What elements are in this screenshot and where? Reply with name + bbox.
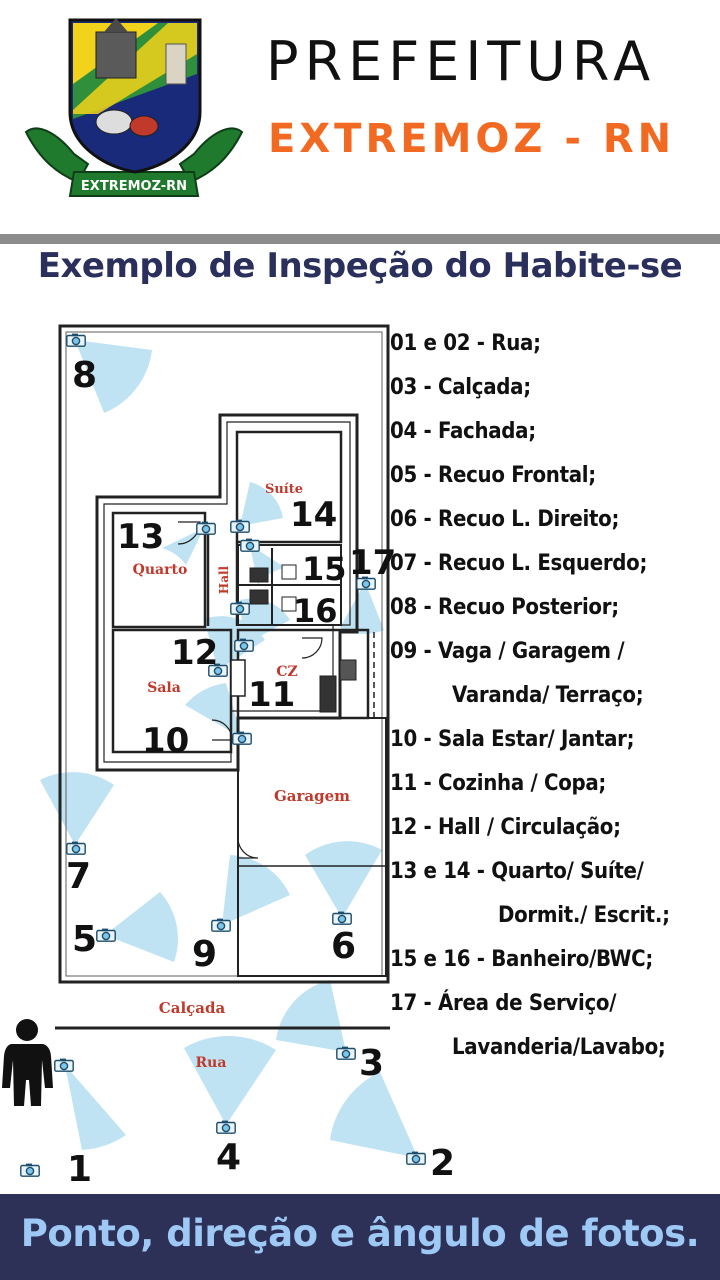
view-cone-2 (330, 1072, 418, 1158)
point-14: 14 (290, 495, 338, 535)
legend-item: 01 e 02 - Rua; (390, 331, 541, 356)
point-13: 13 (117, 517, 165, 557)
footer-caption: Ponto, direção e ângulo de fotos. (20, 1212, 700, 1255)
legend-item: 10 - Sala Estar/ Jantar; (390, 727, 635, 752)
view-cone-1 (65, 1065, 126, 1150)
camera-icon (212, 919, 230, 932)
person-icon (2, 1019, 53, 1106)
point-15: 15 (302, 550, 347, 588)
legend-item: 03 - Calçada; (390, 375, 531, 400)
room-label-garagem: Garagem (273, 787, 351, 805)
point-3: 3 (359, 1043, 385, 1084)
room-label-hall: Hall (217, 565, 231, 595)
view-cone-4 (184, 1036, 276, 1125)
legend-item: 06 - Recuo L. Direito; (390, 507, 620, 532)
view-cone-3 (276, 980, 346, 1052)
legend-item: 07 - Recuo L. Esquerdo; (390, 551, 648, 576)
camera-icon (233, 732, 251, 745)
point-4: 4 (216, 1137, 242, 1178)
crest-banner-text: EXTREMOZ-RN (80, 179, 188, 194)
legend-item: Lavanderia/Lavabo; (452, 1035, 666, 1060)
camera-icon (67, 334, 85, 347)
point-7: 7 (66, 856, 92, 897)
legend-item: 13 e 14 - Quarto/ Suíte/ (390, 859, 644, 884)
camera-icon (407, 1152, 425, 1165)
city-heading: EXTREMOZ - RN (268, 116, 676, 162)
legend-item: 12 - Hall / Circulação; (390, 815, 621, 840)
legend-item: 04 - Fachada; (390, 419, 536, 444)
view-cone-6 (305, 841, 382, 918)
prefeitura-heading: PREFEITURA (266, 30, 657, 93)
point-10: 10 (142, 721, 190, 761)
camera-icon (97, 929, 115, 942)
point-9: 9 (192, 934, 218, 975)
camera-icon (21, 1164, 39, 1177)
camera-icon (67, 842, 85, 855)
point-1: 1 (67, 1149, 93, 1190)
point-17: 17 (349, 543, 397, 583)
label-rua: Rua (195, 1055, 227, 1071)
point-12: 12 (171, 633, 219, 673)
header-divider (0, 234, 720, 244)
point-16: 16 (293, 592, 338, 630)
camera-icon (235, 639, 253, 652)
legend-item: 17 - Área de Serviço/ (390, 991, 617, 1016)
photo-points-legend (390, 322, 720, 1070)
point-2: 2 (430, 1143, 456, 1184)
camera-icon (197, 522, 215, 535)
label-calcada: Calçada (158, 999, 226, 1017)
point-8: 8 (72, 355, 98, 396)
legend-item: Varanda/ Terraço; (452, 683, 644, 708)
legend-item: 09 - Vaga / Garagem / (390, 639, 625, 664)
footer-banner (0, 1194, 720, 1280)
point-6: 6 (331, 926, 357, 967)
legend-item: 15 e 16 - Banheiro/BWC; (390, 947, 653, 972)
camera-icon (333, 912, 351, 925)
legend-item: Dormit./ Escrit.; (498, 903, 670, 928)
legend-item: 08 - Recuo Posterior; (390, 595, 619, 620)
view-cone-7 (40, 772, 114, 845)
camera-icon (217, 1121, 235, 1134)
point-5: 5 (72, 919, 98, 960)
camera-icon (55, 1059, 73, 1072)
legend-item: 11 - Cozinha / Copa; (390, 771, 607, 796)
point-11: 11 (248, 675, 296, 715)
camera-icon (337, 1047, 355, 1060)
page-title: Exemplo de Inspeção do Habite-se (37, 246, 683, 286)
header (0, 0, 720, 232)
camera-icon (231, 602, 249, 615)
camera-icon (241, 539, 259, 552)
view-cone-5 (105, 892, 178, 962)
camera-icon (231, 520, 249, 533)
room-label-suite: Suíte (264, 482, 304, 497)
legend-item: 05 - Recuo Frontal; (390, 463, 596, 488)
room-label-cz: CZ (276, 664, 298, 680)
room-label-quarto: Quarto (132, 562, 188, 578)
municipal-crest-logo (18, 14, 250, 204)
room-label-sala: Sala (147, 680, 181, 696)
